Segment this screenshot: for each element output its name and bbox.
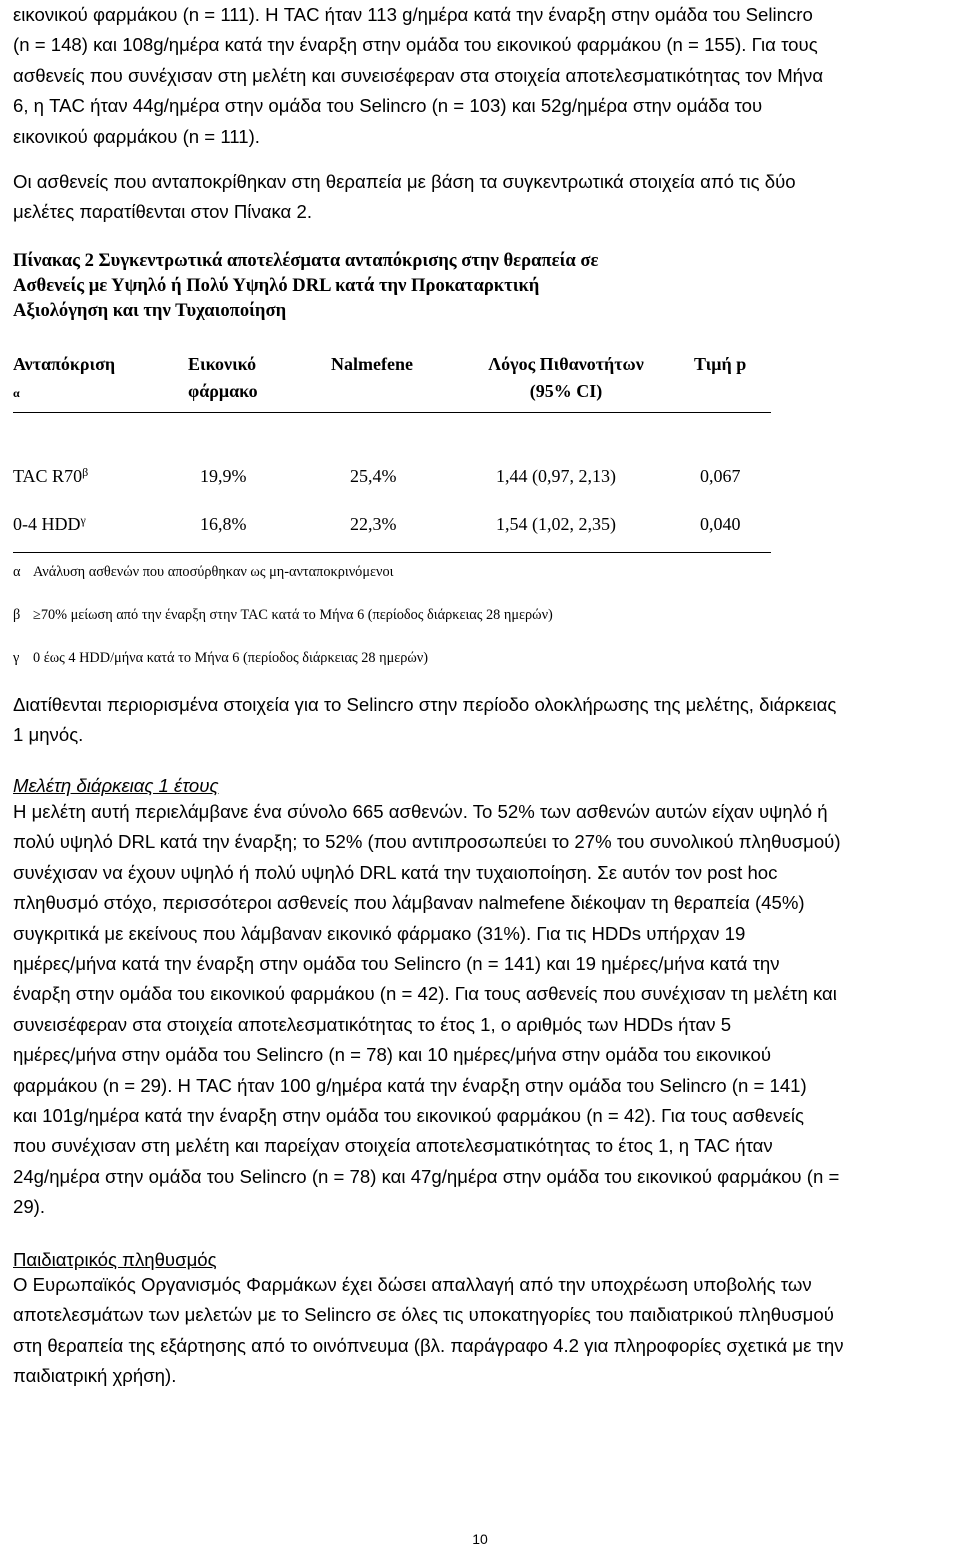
text-line: που συνέχισαν στη μελέτη και παρείχαν στοιχεία αποτελεσματικότητας το έτος 1, η TAC ήταν [13, 1135, 773, 1157]
page-number: 10 [472, 1531, 488, 1547]
text-line: 6, η TAC ήταν 44g/ημέρα στην ομάδα του Selincro (n = 103) και 52g/ημέρα στην ομάδα του [13, 95, 763, 117]
one-year-study-paragraph [13, 797, 955, 1223]
header-p-value: Τιμή p [694, 354, 747, 374]
header-nalmefene: Nalmefene [331, 354, 413, 374]
text-line: συγκριτικά με εκείνους που λάμβαναν εικονικό φάρμακο (31%). Για τις HDDs υπήρχαν 19 [13, 922, 746, 944]
caption-line: Αξιολόγηση και την Τυχαιοποίηση [13, 300, 287, 321]
text-line: αποτελεσμάτων των μελετών με το Selincro σε όλες τις υποκατηγορίες του παιδιατρικού πληθυσμού [13, 1304, 834, 1326]
limited-data-paragraph [13, 690, 955, 751]
text-line: εικονικού φαρμάκου (n = 111). Η TAC ήταν 113 g/ημέρα κατά την έναρξη στην ομάδα του Selincro [13, 4, 813, 25]
text-line: ασθενείς που συνέχισαν στη μελέτη και συνεισέφεραν στα στοιχεία αποτελεσματικότητας τον Μήνα [13, 64, 824, 86]
text-line: έναρξη στην ομάδα του εικονικού φαρμάκου (n = 42). Για τους ασθενείς που συνέχισαν τη μελέτη και [13, 983, 837, 1005]
text-line: εικονικού φαρμάκου (n = 111). [13, 125, 260, 147]
one-year-study-heading: Μελέτη διάρκειας 1 έτους [13, 775, 219, 796]
text-line: 1 μηνός. [13, 724, 84, 746]
text-line: πληθυσμό στόχο, περισσότεροι ασθενείς που λάμβαναν nalmefene διέκοψαν τη θεραπεία (45%) [13, 892, 805, 914]
text-line: Ο Ευρωπαϊκός Οργανισμός Φαρμάκων έχει δώσει απαλλαγή από την υποχρέωση υποβολής των [13, 1274, 812, 1295]
text-line: και 101g/ημέρα κατά την έναρξη στην ομάδα του εικονικού φαρμάκου (n = 42). Για τους ασθενείς [13, 1105, 804, 1127]
header-odds-ratio: Λόγος Πιθανοτήτων (95% CI) [488, 354, 644, 401]
footnote: γ 0 έως 4 HDD/μήνα κατά το Μήνα 6 (περίοδος διάρκειας 28 ημερών) [13, 650, 429, 666]
pediatric-heading: Παιδιατρικός πληθυσμός [13, 1249, 217, 1270]
responders-paragraph [13, 167, 955, 228]
text-line: φαρμάκου (n = 29). Η TAC ήταν 100 g/ημέρα κατά την έναρξη στην ομάδα του Selincro (n = 141) [13, 1074, 807, 1096]
text-line: ημέρες/μήνα στην ομάδα του Selincro (n = 78) και 10 ημέρες/μήνα στην ομάδα του εικονικού [13, 1044, 772, 1066]
text-line: Η μελέτη αυτή περιελάμβανε ένα σύνολο 665 ασθενών. Το 52% των ασθενών αυτών είχαν υψηλό ή [13, 801, 828, 822]
text-line: συνεισέφεραν στα στοιχεία αποτελεσματικότητας το έτος 1, ο αριθμός των HDDs ήταν 5 [13, 1013, 732, 1035]
header-response-sup: α [13, 386, 20, 400]
row-label: 0-4 $HDD^\gamma$ [13, 513, 86, 534]
text-line: συνέχισαν να έχουν υψηλό ή πολύ υψηλό DRL κατά την τυχαιοποίηση. Σε αυτόν τον post hoc [13, 861, 778, 883]
text-line: παιδιατρική χρήση). [13, 1365, 177, 1387]
row-label: TAC $R70^\beta$ [13, 465, 89, 486]
table-bottom-rule [13, 552, 771, 553]
text-line: 29). [13, 1196, 46, 1218]
text-line: (n = 148) και 108g/ημέρα κατά την έναρξη στην ομάδα του εικονικού φαρμάκου (n = 155). Για τους [13, 34, 818, 56]
footnote: α Ανάλυση ασθενών που αποσύρθηκαν ως μη-ανταποκρινόμενοι [13, 564, 394, 580]
pediatric-paragraph [13, 1270, 955, 1392]
text-line: Διατίθενται περιορισμένα στοιχεία για το Selincro στην περίοδο ολοκλήρωσης της μελέτης, διάρκειας [13, 694, 837, 715]
row-nalmefene: 22,3% [350, 514, 397, 534]
text-line: πολύ υψηλό DRL κατά την έναρξη; το 52% (που αντιπροσωπεύει το 27% του συνολικού πληθυσμού) [13, 831, 841, 853]
text-line: 24g/ημέρα στην ομάδα του Selincro (n = 78) και 47g/ημέρα στην ομάδα του εικονικού φαρμάκου (n = [13, 1165, 840, 1187]
row-odds-ratio: 1,44 (0,97, 2,13) [496, 466, 616, 486]
text-line: Οι ασθενείς που ανταποκρίθηκαν στη θεραπεία με βάση τα συγκεντρωτικά στοιχεία από τις δύο [13, 171, 796, 192]
table-header-rule [13, 412, 771, 413]
row-placebo: 16,8% [200, 514, 247, 534]
footnote: β ≥70% μείωση από την έναρξη στην TAC κατά το Μήνα 6 (περίοδος διάρκειας 28 ημερών) [13, 607, 553, 623]
header-placebo: Εικονικό φάρμακο [188, 354, 258, 401]
row-p-value: 0,040 [700, 514, 741, 534]
row-p-value: 0,067 [700, 466, 741, 486]
table-caption [13, 248, 755, 323]
row-placebo: 19,9% [200, 466, 247, 486]
header-response: Ανταπόκριση α [13, 354, 116, 400]
intro-paragraph [13, 0, 955, 152]
text-line: στη θεραπεία της εξάρτησης από το οινόπνευμα (βλ. παράγραφο 4.2 για πληροφορίες σχετικά με την [13, 1334, 844, 1356]
row-nalmefene: 25,4% [350, 466, 397, 486]
row-odds-ratio: 1,54 (1,02, 2,35) [496, 514, 616, 534]
text-line: μελέτες παρατίθενται στον Πίνακα 2. [13, 201, 312, 223]
text-line: ημέρες/μήνα κατά την έναρξη στην ομάδα του Selincro (n = 141) και 19 ημέρες/μήνα κατά την [13, 953, 780, 975]
caption-line: Ασθενείς με Υψηλό ή Πολύ Υψηλό DRL κατά την Προκαταρκτική [13, 275, 540, 296]
caption-line: Πίνακας 2 Συγκεντρωτικά αποτελέσματα ανταπόκρισης στην θεραπεία σε [13, 250, 599, 271]
